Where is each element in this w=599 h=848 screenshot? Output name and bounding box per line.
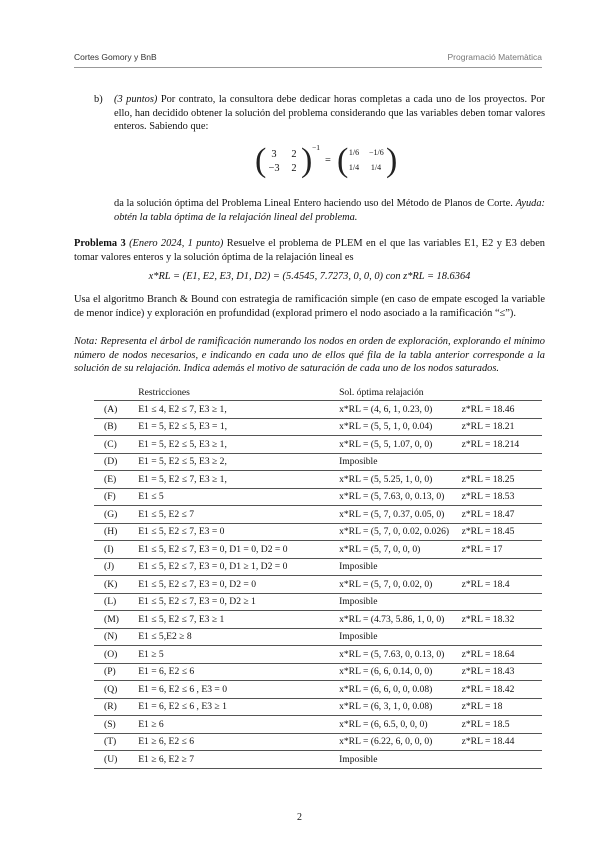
table-cell: (G) — [94, 506, 138, 524]
inverse-cell: 1/6 — [348, 148, 360, 157]
part-b-hint: Ayuda: obtén la tabla óptima de la relajación lineal del problema. — [114, 198, 545, 223]
table-cell: x*RL = (5, 7, 0, 0.02, 0) — [339, 576, 462, 594]
table-cell: Imposible — [339, 558, 462, 576]
relaxation-formula: x*RL = (E1, E2, E3, D1, D2) = (5.4545, 7.7273, 0, 0, 0) con z*RL = 18.6364 — [148, 271, 471, 282]
table-row — [94, 576, 542, 594]
table-header: Sol. óptima relajación — [339, 384, 462, 401]
table-row — [94, 698, 542, 716]
inverse-exponent: −1 — [312, 143, 320, 152]
table-cell: x*RL = (5, 7, 0, 0.02, 0.026) — [339, 523, 462, 541]
table-cell: E1 = 5, E2 ≤ 5, E3 ≥ 2, — [138, 453, 339, 471]
table-cell: E1 ≤ 5, E2 ≤ 7, E3 = 0 — [138, 523, 339, 541]
table-row — [94, 541, 542, 559]
table-cell: z*RL = 18.5 — [462, 716, 542, 734]
table-cell: z*RL = 18.43 — [462, 663, 542, 681]
table-cell: x*RL = (4.73, 5.86, 1, 0, 0) — [339, 611, 462, 629]
table-cell: (J) — [94, 558, 138, 576]
table-cell: x*RL = (5, 7.63, 0, 0.13, 0) — [339, 488, 462, 506]
table-row — [94, 488, 542, 506]
table-cell: E1 ≥ 5 — [138, 646, 339, 664]
table-cell: (C) — [94, 436, 138, 454]
table-row — [94, 436, 542, 454]
table-cell — [462, 593, 542, 611]
header-rule — [74, 67, 542, 68]
table-header: Restricciones — [138, 384, 339, 401]
table-cell: (T) — [94, 733, 138, 751]
table-cell: x*RL = (6, 6.5, 0, 0, 0) — [339, 716, 462, 734]
table-cell: E1 ≥ 6, E2 ≤ 6 — [138, 733, 339, 751]
table-header — [462, 384, 542, 401]
problem-date: (Enero 2024, 1 punto) — [129, 238, 224, 249]
table-cell: E1 ≤ 5, E2 ≤ 7, E3 = 0, D2 = 0 — [138, 576, 339, 594]
page-number: 2 — [297, 812, 302, 823]
table-cell: E1 = 6, E2 ≤ 6 , E3 ≥ 1 — [138, 698, 339, 716]
table-cell: z*RL = 18.53 — [462, 488, 542, 506]
header-right: Programació Matemàtica — [447, 52, 542, 62]
table-cell: (F) — [94, 488, 138, 506]
table-cell: z*RL = 18.64 — [462, 646, 542, 664]
part-b-continuation — [114, 197, 545, 224]
table-cell: z*RL = 18.46 — [461, 403, 515, 415]
table-cell: E1 ≥ 6, E2 ≥ 7 — [138, 751, 339, 769]
table-row — [94, 471, 542, 489]
table-cell: (H) — [94, 523, 138, 541]
table-cell: z*RL = 18.25 — [462, 471, 542, 489]
part-b-text: Por contrato, la consultora debe dedicar horas completas a cada uno de los proyectos. Por ello, han decidido obtener la solución del problema considerando que las variables deben tomar valores enteros. Sabiendo que: — [114, 94, 545, 133]
table-row — [94, 401, 542, 419]
page-header — [74, 52, 542, 66]
table-cell: z*RL = 18.47 — [462, 506, 542, 524]
matrix-cell: 3 — [271, 149, 277, 160]
table-cell: x*RL = (5, 7, 0.37, 0.05, 0) — [339, 506, 462, 524]
table-cell: (N) — [94, 628, 138, 646]
table-cell: (S) — [94, 716, 138, 734]
table-cell: Imposible — [339, 628, 462, 646]
table-row — [94, 681, 542, 699]
table-cell: x*RL = (5, 5.25, 1, 0, 0) — [339, 471, 462, 489]
table-cell: z*RL = 18.44 — [462, 733, 542, 751]
table-cell: x*RL = (4, 6, 1, 0.23, 0) — [339, 403, 433, 415]
table-cell: x*RL = (5, 5, 1.07, 0, 0) — [339, 436, 462, 454]
table-cell: E1 = 5, E2 ≤ 5, E3 ≥ 1, — [138, 436, 339, 454]
table-header — [94, 384, 138, 401]
table-cell: (P) — [94, 663, 138, 681]
table-row — [94, 751, 542, 769]
table-cell — [462, 558, 542, 576]
table-cell: (Q) — [94, 681, 138, 699]
table-row — [94, 646, 542, 664]
table-cell: (K) — [94, 576, 138, 594]
table-cell: z*RL = 18.32 — [462, 611, 542, 629]
table-cell: (U) — [94, 751, 138, 769]
table-cell: E1 ≤ 5, E2 ≤ 7, E3 = 0, D2 ≥ 1 — [138, 593, 339, 611]
table-cell: z*RL = 18.45 — [462, 523, 542, 541]
part-b-points: (3 puntos) — [114, 94, 158, 105]
table-cell: z*RL = 18.214 — [462, 436, 542, 454]
table-cell: E1 = 6, E2 ≤ 6 , E3 = 0 — [138, 681, 339, 699]
table-row — [94, 593, 542, 611]
table-row — [94, 523, 542, 541]
table-cell: E1 ≤ 4, E2 ≤ 7, E3 ≥ 1, — [138, 403, 227, 415]
algorithm-instructions: Usa el algoritmo Branch & Bound con estrategia de ramificación simple (en caso de empate escoged la variable de menor índice) y exploración en profundidad (explorad primero el nodo asociado a la ramificación “≤”). — [74, 294, 545, 319]
table-cell: Imposible — [339, 453, 462, 471]
table-cell: E1 = 6, E2 ≤ 6 — [138, 663, 339, 681]
table-cell: E1 ≤ 5,E2 ≥ 8 — [138, 628, 339, 646]
table-cell: (M) — [94, 611, 138, 629]
table-cell — [462, 628, 542, 646]
table-row — [94, 663, 542, 681]
table-row — [94, 453, 542, 471]
table-cell: (D) — [94, 453, 138, 471]
table-cell: E1 ≤ 5, E2 ≤ 7, E3 ≥ 1 — [138, 611, 339, 629]
table-cell: (O) — [94, 646, 138, 664]
table-cell: Imposible — [339, 593, 462, 611]
table-cell: x*RL = (5, 7.63, 0, 0.13, 0) — [339, 646, 462, 664]
problem-3-statement — [74, 237, 545, 264]
table-cell: z*RL = 18 — [462, 698, 542, 716]
table-row — [94, 733, 542, 751]
table-cell: z*RL = 17 — [462, 541, 542, 559]
table-cell: Imposible — [339, 751, 462, 769]
table-cell: z*RL = 18.4 — [462, 576, 542, 594]
table-cell — [462, 453, 542, 471]
table-cell: x*RL = (5, 5, 1, 0, 0.04) — [339, 418, 462, 436]
inverse-cell: 1/4 — [348, 163, 360, 172]
table-cell: (R) — [94, 698, 138, 716]
table-cell: (I) — [94, 541, 138, 559]
table-cell — [462, 751, 542, 769]
inverse-cell: 1/4 — [370, 163, 382, 172]
part-b-text2: da la solución óptima del Problema Lineal Entero haciendo uso del Método de Planos de Corte. — [114, 198, 513, 209]
note: Nota: Representa el árbol de ramificación numerando los nodos en orden de exploración, explorando el mínimo número de nodos necesarios, e indicando en cada uno de ellos qué fila de la tabla anterior corresponde a la solución de su relajación. Indica además el motivo de saturación de cada uno de los nodos saturados. — [74, 336, 545, 375]
table-row — [94, 716, 542, 734]
table-cell: E1 ≤ 5, E2 ≤ 7 — [138, 506, 339, 524]
header-left: Cortes Gomory y BnB — [74, 52, 157, 62]
table-cell: E1 = 5, E2 ≤ 5, E3 = 1, — [138, 418, 339, 436]
problem-title: Problema 3 — [74, 238, 126, 249]
matrix-cell: −3 — [268, 163, 280, 174]
matrix-inverse-equation: ( 3 2 −3 2 ) −1 = ( 1/6 −1/6 1/4 1/4 ) — [255, 142, 398, 179]
part-b — [94, 93, 545, 134]
table-cell: z*RL = 18.21 — [462, 418, 542, 436]
table-cell: (E) — [94, 471, 138, 489]
part-b-label: b) — [94, 94, 103, 105]
matrix-cell: 2 — [291, 149, 297, 160]
table-cell: E1 ≤ 5, E2 ≤ 7, E3 = 0, D1 ≥ 1, D2 = 0 — [138, 558, 339, 576]
table-row — [94, 611, 542, 629]
table-row — [94, 558, 542, 576]
table-cell: E1 ≥ 6 — [138, 716, 339, 734]
table-cell: (A) — [104, 403, 118, 415]
table-row — [94, 418, 542, 436]
table-cell: x*RL = (6.22, 6, 0, 0, 0) — [339, 733, 462, 751]
problem-text: Resuelve el problema de PLEM en el que las variables E1, E2 y E3 deben tomar valores enteros y la solución óptima de la relajación lineal es — [74, 238, 545, 263]
table-cell: x*RL = (6, 6, 0.14, 0, 0) — [339, 663, 462, 681]
table-cell: x*RL = (5, 7, 0, 0, 0) — [339, 541, 462, 559]
table-cell: x*RL = (6, 3, 1, 0, 0.08) — [339, 698, 462, 716]
table-header-row — [94, 384, 542, 401]
table-row — [94, 628, 542, 646]
matrix-cell: 2 — [291, 163, 297, 174]
table-row — [94, 506, 542, 524]
table-cell: E1 ≤ 5 — [138, 488, 339, 506]
inverse-cell: −1/6 — [369, 148, 384, 157]
table-cell: E1 ≤ 5, E2 ≤ 7, E3 = 0, D1 = 0, D2 = 0 — [138, 541, 339, 559]
table-cell: (L) — [94, 593, 138, 611]
table-cell: E1 = 5, E2 ≤ 7, E3 ≥ 1, — [138, 471, 339, 489]
table-cell: x*RL = (6, 6, 0, 0, 0.08) — [339, 681, 462, 699]
table-cell: z*RL = 18.42 — [462, 681, 542, 699]
relaxation-table — [94, 384, 542, 769]
table-cell: (B) — [94, 418, 138, 436]
